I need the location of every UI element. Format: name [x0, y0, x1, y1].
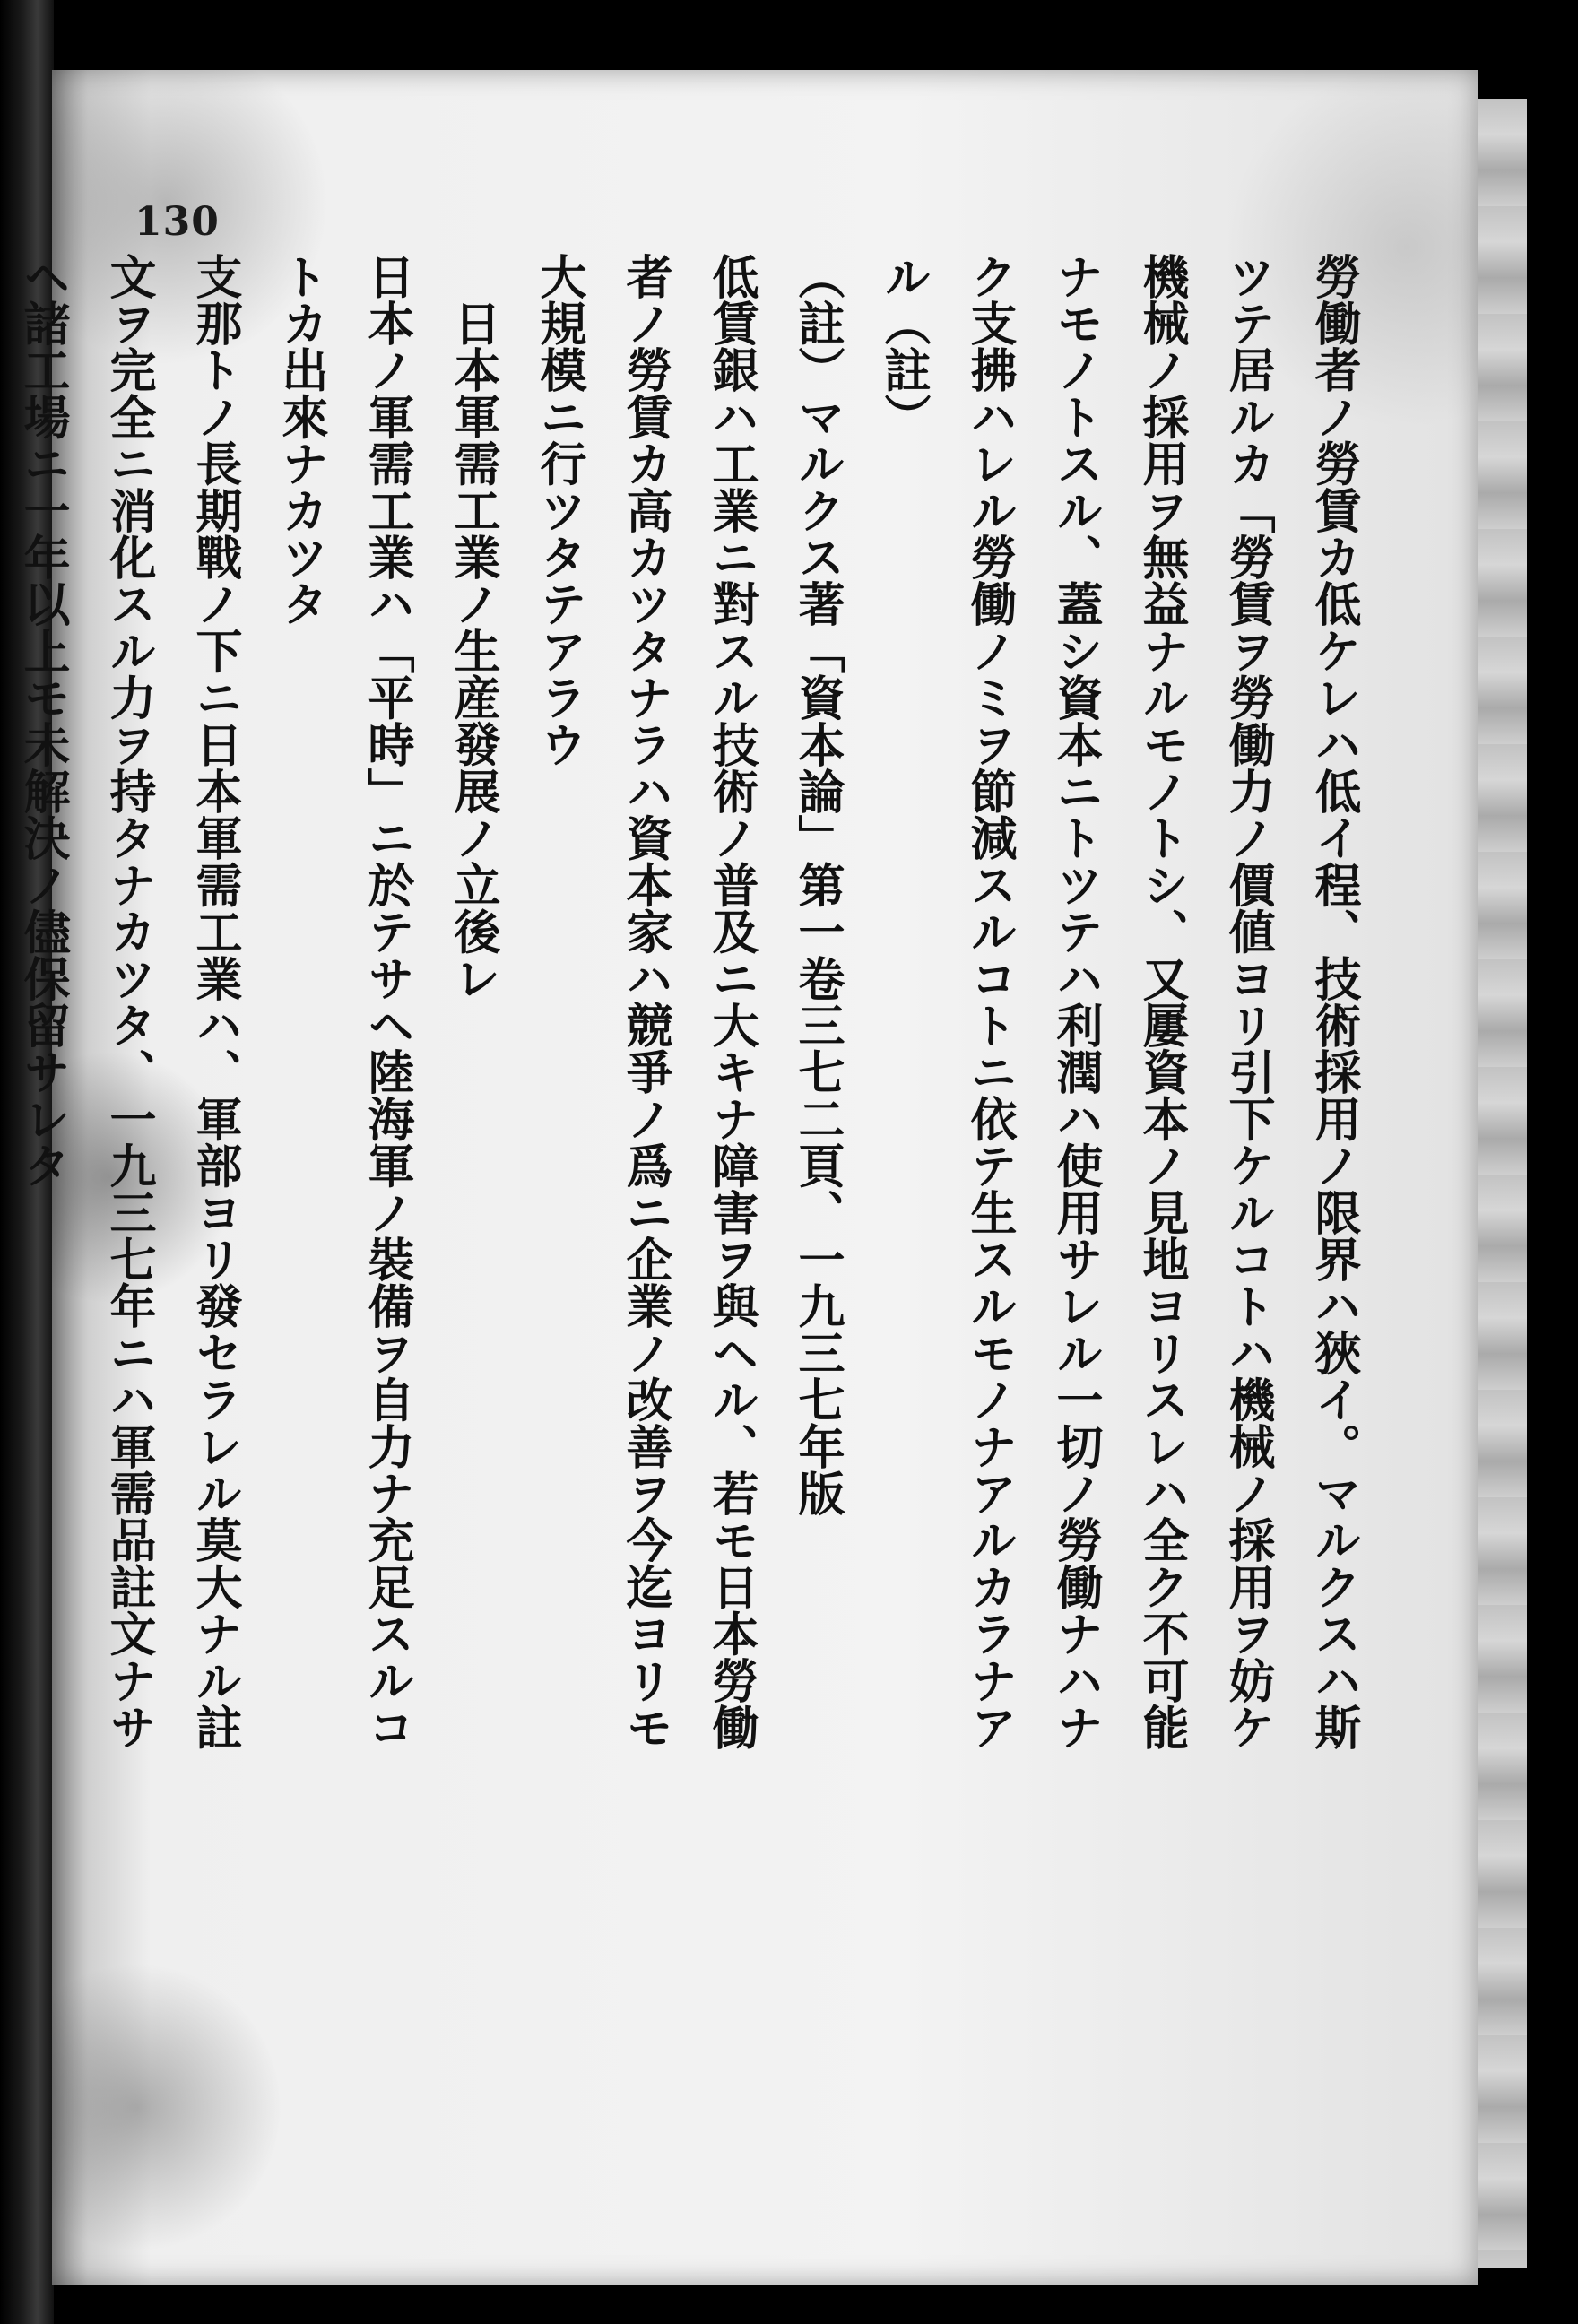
text-line-14: 支那トノ長期戰ノ下ニ日本軍需工業ハ、軍部ヨリ發セラレル莫大ナル註 [187, 253, 241, 1751]
text-line-4: ナモノトスル、蓋シ資本ニトツテハ利潤ハ使用サレル一切ノ勞働ナハナ [1048, 253, 1102, 1751]
text-line-15: 文ヲ完全ニ消化スル力ヲ持タナカツタ、一九三七年ニハ軍需品註文ナサ [101, 253, 155, 1751]
text-line-3: 機械ノ採用ヲ無益ナルモノトシ、又屢資本ノ見地ヨリスレハ全ク不可能 [1134, 253, 1188, 1751]
footnote-line: （註）マルクス著「資本論」第一卷三七二頁、一九三七年版 [790, 253, 844, 1517]
text-line-12: 日本ノ軍需工業ハ「平時」ニ於テサヘ陸海軍ノ裝備ヲ自力ナ充足スルコ [360, 253, 413, 1751]
scan-right-dark-margin [1527, 72, 1578, 2295]
text-line-16: ヘ諸工場ニ一年以上モ未解決ノ儘保留サレタ [15, 253, 69, 1189]
scan-right-page-edge [1478, 99, 1527, 2268]
text-line-2: ツテ居ルカ「勞賃ヲ勞働力ノ價値ヨリ引下ケルコトハ機械ノ採用ヲ妨ケ [1220, 253, 1274, 1751]
page-number: 130 [134, 199, 220, 245]
text-line-6: ル（註） [876, 253, 930, 440]
text-line-9: 者ノ勞賃カ高カツタナラハ資本家ハ競爭ノ爲ニ企業ノ改善ヲ今迄ヨリモ [618, 253, 672, 1751]
page-text-body [15, 253, 1376, 2181]
text-line-10: 大規模ニ行ツタテアラウ [532, 253, 585, 768]
text-line-13: トカ出來ナカツタ [273, 253, 327, 628]
text-line-5: ク支拂ハレル勞働ノミヲ節減スルコトニ依テ生スルモノナアルカラナア [962, 253, 1016, 1751]
text-line-1: 勞働者ノ勞賃カ低ケレハ低イ程、技術採用ノ限界ハ狹イ。マルクスハ斯 [1306, 253, 1360, 1751]
text-line-8: 低賃銀ハ工業ニ對スル技術ノ普及ニ大キナ障害ヲ與ヘル、若モ日本勞働 [704, 253, 758, 1751]
section-heading: 日本軍需工業ノ生産發展ノ立後レ [446, 299, 499, 1002]
